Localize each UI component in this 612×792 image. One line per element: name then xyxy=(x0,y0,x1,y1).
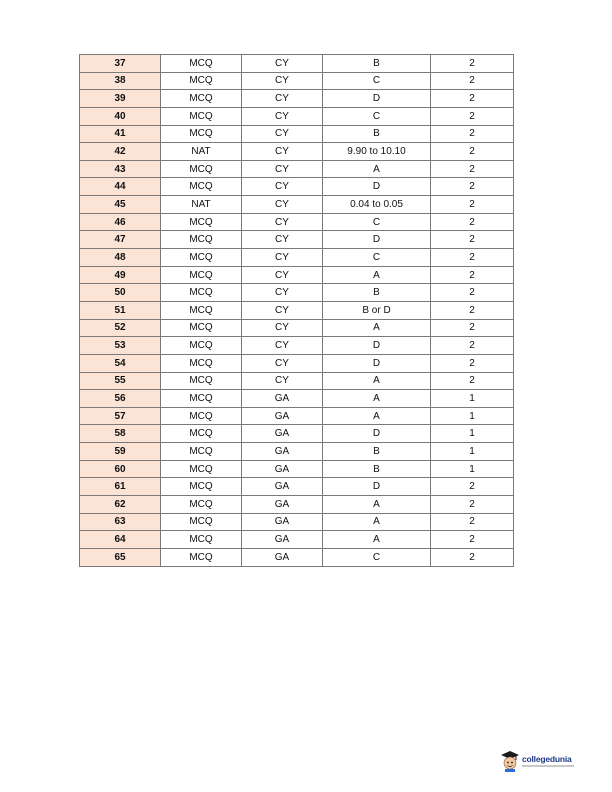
table-row xyxy=(80,548,514,566)
question-type-cell: MCQ xyxy=(161,319,242,337)
table-row xyxy=(80,196,514,214)
marks-cell: 2 xyxy=(431,478,514,496)
table-row xyxy=(80,354,514,372)
question-type-cell: MCQ xyxy=(161,160,242,178)
question-number-cell: 38 xyxy=(80,72,161,90)
answer-cell: D xyxy=(323,178,431,196)
table-row xyxy=(80,160,514,178)
table-row xyxy=(80,443,514,461)
question-type-cell: MCQ xyxy=(161,460,242,478)
section-cell: CY xyxy=(242,231,323,249)
question-number-cell: 44 xyxy=(80,178,161,196)
answer-cell: D xyxy=(323,478,431,496)
question-number-cell: 60 xyxy=(80,460,161,478)
question-type-cell: MCQ xyxy=(161,337,242,355)
question-number-cell: 41 xyxy=(80,125,161,143)
section-cell: GA xyxy=(242,443,323,461)
marks-cell: 2 xyxy=(431,531,514,549)
answer-cell: 9.90 to 10.10 xyxy=(323,143,431,161)
marks-cell: 1 xyxy=(431,460,514,478)
marks-cell: 2 xyxy=(431,107,514,125)
answer-cell: A xyxy=(323,372,431,390)
answer-cell: A xyxy=(323,531,431,549)
question-number-cell: 52 xyxy=(80,319,161,337)
answer-cell: C xyxy=(323,107,431,125)
table-row xyxy=(80,284,514,302)
answer-cell: C xyxy=(323,213,431,231)
answer-key-table xyxy=(79,54,514,567)
table-row xyxy=(80,107,514,125)
question-type-cell: MCQ xyxy=(161,231,242,249)
question-type-cell: MCQ xyxy=(161,354,242,372)
table-row xyxy=(80,425,514,443)
table-row xyxy=(80,496,514,514)
answer-cell: D xyxy=(323,337,431,355)
section-cell: GA xyxy=(242,478,323,496)
section-cell: CY xyxy=(242,266,323,284)
answer-cell: B or D xyxy=(323,301,431,319)
question-number-cell: 59 xyxy=(80,443,161,461)
question-type-cell: NAT xyxy=(161,196,242,214)
answer-cell: A xyxy=(323,513,431,531)
marks-cell: 2 xyxy=(431,372,514,390)
question-type-cell: MCQ xyxy=(161,548,242,566)
section-cell: CY xyxy=(242,284,323,302)
table-row xyxy=(80,143,514,161)
section-cell: CY xyxy=(242,178,323,196)
marks-cell: 2 xyxy=(431,496,514,514)
answer-cell: B xyxy=(323,125,431,143)
question-number-cell: 40 xyxy=(80,107,161,125)
question-number-cell: 65 xyxy=(80,548,161,566)
question-number-cell: 45 xyxy=(80,196,161,214)
question-type-cell: MCQ xyxy=(161,266,242,284)
section-cell: CY xyxy=(242,337,323,355)
brand-name: collegedunia xyxy=(522,753,572,764)
question-type-cell: MCQ xyxy=(161,513,242,531)
brand-tagline-mark xyxy=(522,765,574,767)
section-cell: CY xyxy=(242,372,323,390)
graduate-mascot-icon xyxy=(500,750,520,772)
collegedunia-logo[interactable] xyxy=(500,748,592,774)
marks-cell: 2 xyxy=(431,160,514,178)
question-number-cell: 50 xyxy=(80,284,161,302)
question-number-cell: 54 xyxy=(80,354,161,372)
answer-cell: B xyxy=(323,55,431,73)
table-row xyxy=(80,513,514,531)
answer-cell: B xyxy=(323,443,431,461)
question-number-cell: 47 xyxy=(80,231,161,249)
marks-cell: 1 xyxy=(431,443,514,461)
marks-cell: 2 xyxy=(431,548,514,566)
question-number-cell: 48 xyxy=(80,249,161,267)
section-cell: CY xyxy=(242,196,323,214)
table-row xyxy=(80,478,514,496)
answer-cell: D xyxy=(323,90,431,108)
question-number-cell: 49 xyxy=(80,266,161,284)
question-number-cell: 57 xyxy=(80,407,161,425)
answer-cell: A xyxy=(323,160,431,178)
marks-cell: 2 xyxy=(431,125,514,143)
table-row xyxy=(80,337,514,355)
answer-cell: C xyxy=(323,548,431,566)
section-cell: CY xyxy=(242,90,323,108)
marks-cell: 2 xyxy=(431,231,514,249)
question-number-cell: 37 xyxy=(80,55,161,73)
section-cell: CY xyxy=(242,301,323,319)
table-row xyxy=(80,55,514,73)
answer-key-body xyxy=(80,55,514,567)
section-cell: GA xyxy=(242,548,323,566)
question-type-cell: MCQ xyxy=(161,72,242,90)
marks-cell: 2 xyxy=(431,354,514,372)
question-type-cell: MCQ xyxy=(161,425,242,443)
answer-cell: A xyxy=(323,496,431,514)
table-row xyxy=(80,301,514,319)
section-cell: CY xyxy=(242,107,323,125)
question-type-cell: MCQ xyxy=(161,90,242,108)
table-row xyxy=(80,407,514,425)
marks-cell: 2 xyxy=(431,319,514,337)
answer-cell: C xyxy=(323,72,431,90)
marks-cell: 1 xyxy=(431,390,514,408)
section-cell: GA xyxy=(242,460,323,478)
section-cell: GA xyxy=(242,407,323,425)
answer-cell: 0.04 to 0.05 xyxy=(323,196,431,214)
table-row xyxy=(80,125,514,143)
question-number-cell: 55 xyxy=(80,372,161,390)
marks-cell: 1 xyxy=(431,425,514,443)
table-row xyxy=(80,249,514,267)
question-type-cell: MCQ xyxy=(161,531,242,549)
answer-cell: A xyxy=(323,266,431,284)
marks-cell: 2 xyxy=(431,90,514,108)
marks-cell: 2 xyxy=(431,513,514,531)
question-type-cell: MCQ xyxy=(161,125,242,143)
table-row xyxy=(80,90,514,108)
question-type-cell: MCQ xyxy=(161,496,242,514)
marks-cell: 2 xyxy=(431,213,514,231)
question-type-cell: MCQ xyxy=(161,55,242,73)
table-row xyxy=(80,372,514,390)
table-row xyxy=(80,390,514,408)
answer-cell: A xyxy=(323,407,431,425)
section-cell: CY xyxy=(242,143,323,161)
answer-cell: A xyxy=(323,319,431,337)
section-cell: GA xyxy=(242,390,323,408)
question-number-cell: 64 xyxy=(80,531,161,549)
marks-cell: 2 xyxy=(431,178,514,196)
question-number-cell: 39 xyxy=(80,90,161,108)
question-number-cell: 42 xyxy=(80,143,161,161)
question-number-cell: 46 xyxy=(80,213,161,231)
table-row xyxy=(80,213,514,231)
question-number-cell: 56 xyxy=(80,390,161,408)
section-cell: CY xyxy=(242,354,323,372)
question-number-cell: 51 xyxy=(80,301,161,319)
marks-cell: 2 xyxy=(431,337,514,355)
table-row xyxy=(80,460,514,478)
answer-cell: B xyxy=(323,460,431,478)
question-type-cell: MCQ xyxy=(161,284,242,302)
question-type-cell: MCQ xyxy=(161,478,242,496)
question-type-cell: MCQ xyxy=(161,390,242,408)
table-row xyxy=(80,531,514,549)
section-cell: CY xyxy=(242,319,323,337)
question-type-cell: MCQ xyxy=(161,443,242,461)
answer-cell: A xyxy=(323,390,431,408)
table-row xyxy=(80,231,514,249)
question-type-cell: MCQ xyxy=(161,249,242,267)
answer-cell: D xyxy=(323,425,431,443)
marks-cell: 2 xyxy=(431,301,514,319)
question-type-cell: MCQ xyxy=(161,107,242,125)
marks-cell: 2 xyxy=(431,284,514,302)
marks-cell: 2 xyxy=(431,72,514,90)
section-cell: CY xyxy=(242,55,323,73)
marks-cell: 2 xyxy=(431,266,514,284)
section-cell: CY xyxy=(242,213,323,231)
question-number-cell: 62 xyxy=(80,496,161,514)
marks-cell: 2 xyxy=(431,196,514,214)
question-number-cell: 63 xyxy=(80,513,161,531)
section-cell: GA xyxy=(242,496,323,514)
question-type-cell: NAT xyxy=(161,143,242,161)
question-number-cell: 58 xyxy=(80,425,161,443)
section-cell: CY xyxy=(242,160,323,178)
marks-cell: 2 xyxy=(431,55,514,73)
section-cell: CY xyxy=(242,249,323,267)
answer-cell: B xyxy=(323,284,431,302)
section-cell: CY xyxy=(242,125,323,143)
section-cell: CY xyxy=(242,72,323,90)
table-row xyxy=(80,266,514,284)
answer-cell: D xyxy=(323,354,431,372)
question-number-cell: 53 xyxy=(80,337,161,355)
question-type-cell: MCQ xyxy=(161,178,242,196)
table-row xyxy=(80,319,514,337)
question-type-cell: MCQ xyxy=(161,372,242,390)
question-type-cell: MCQ xyxy=(161,301,242,319)
table-row xyxy=(80,72,514,90)
marks-cell: 1 xyxy=(431,407,514,425)
section-cell: GA xyxy=(242,513,323,531)
marks-cell: 2 xyxy=(431,249,514,267)
question-number-cell: 61 xyxy=(80,478,161,496)
question-number-cell: 43 xyxy=(80,160,161,178)
marks-cell: 2 xyxy=(431,143,514,161)
answer-cell: C xyxy=(323,249,431,267)
section-cell: GA xyxy=(242,531,323,549)
section-cell: GA xyxy=(242,425,323,443)
table-row xyxy=(80,178,514,196)
answer-cell: D xyxy=(323,231,431,249)
question-type-cell: MCQ xyxy=(161,213,242,231)
question-type-cell: MCQ xyxy=(161,407,242,425)
